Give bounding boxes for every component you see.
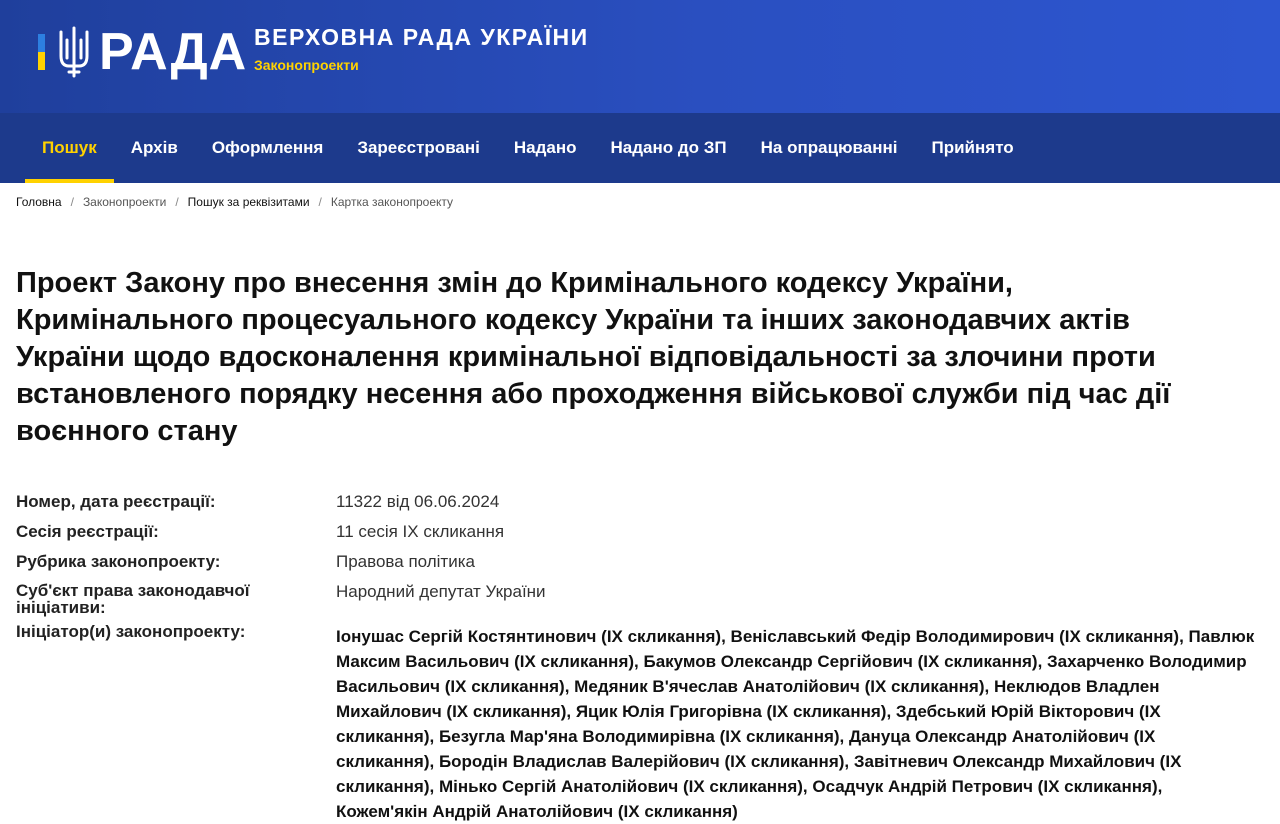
info-label: Рубрика законопроекту: [16, 552, 221, 571]
bill-info [0, 492, 1280, 824]
breadcrumb-separator: / [175, 195, 179, 209]
page-title: Проект Закону про внесення змін до Кримінального кодексу України, Кримінального процесуального кодексу України та інших законодавчих актів України щодо вдосконалення кримінальної відповідальності за злочини проти встановленого порядку несення або проходження військової служби під час дії воєнного стану [16, 267, 1171, 447]
info-row-initiators [16, 622, 1280, 824]
trident-icon [57, 26, 91, 78]
nav-item-search[interactable]: Пошук [25, 113, 114, 183]
breadcrumb-separator: / [318, 195, 322, 209]
breadcrumb-search[interactable]: Пошук за реквізитами [187, 195, 310, 209]
breadcrumb-separator: / [70, 195, 74, 209]
nav-item-adopted[interactable]: Прийнято [931, 138, 1014, 157]
nav-item-submitted-zp[interactable]: Надано до ЗП [610, 138, 727, 157]
nav-item-in-review[interactable]: На опрацюванні [760, 138, 898, 157]
logo-word: РАДА [99, 23, 248, 81]
info-value: Народний депутат України [336, 582, 546, 601]
info-label: Ініціатор(и) законопроекту: [16, 622, 246, 641]
nav-item-registered[interactable]: Зареєстровані [357, 138, 480, 157]
initiators-list: Іонушас Сергій Костянтинович (IX скликання), Веніславський Федір Володимирович (IX скликання), Павлюк Максим Васильович (IX скликання), Бакумов Олександр Сергійович (IX скликання), Захарченко Володимир Васильович (IX скликання), Медяник В'ячеслав Анатолійович (IX скликання), Неклюдов Владлен Михайлович (IX скликання), Яцик Юлія Григорівна (IX скликання), Здебський Юрій Вікторович (IX скликання), Безугла Мар'яна Володимирівна (IX скликання), Дануца Олександр Анатолійович (IX скликання), Бородін Владислав Валерійович (IX скликання), Завітневич Олександр Михайлович (IX скликання), Мінько Сергій Анатолійович (IX скликання), Осадчук Андрій Петрович (IX скликання), Кожем'якін Андрій Анатолійович (IX скликання) [336, 627, 1255, 821]
site-logo[interactable] [38, 23, 248, 81]
info-value: 11322 від 06.06.2024 [336, 492, 500, 511]
info-value: Правова політика [336, 552, 475, 571]
nav-item-archive[interactable]: Архів [130, 138, 178, 157]
info-label: Суб'єкт права законодавчої ініціативи: [16, 581, 250, 617]
info-label: Номер, дата реєстрації: [16, 492, 216, 511]
info-label: Сесія реєстрації: [16, 522, 159, 541]
info-row-rubric [16, 552, 1280, 582]
info-row-registration [16, 492, 1280, 522]
ukraine-flag-icon [38, 34, 45, 70]
nav-item-drafting[interactable]: Оформлення [211, 138, 324, 157]
breadcrumb [0, 195, 1280, 209]
header-title[interactable]: ВЕРХОВНА РАДА УКРАЇНИ [254, 24, 589, 50]
main-nav [0, 113, 1280, 183]
info-row-subject [16, 582, 1280, 622]
breadcrumb-home[interactable]: Головна [16, 195, 62, 209]
info-row-session [16, 522, 1280, 552]
breadcrumb-bills[interactable]: Законопроекти [82, 195, 167, 209]
breadcrumb-current: Картка законопроекту [330, 195, 454, 209]
info-value: 11 сесія IX скликання [336, 522, 505, 541]
site-header [0, 0, 1280, 113]
nav-item-submitted[interactable]: Надано [513, 138, 577, 157]
header-subtitle[interactable]: Законопроекти [254, 57, 359, 73]
